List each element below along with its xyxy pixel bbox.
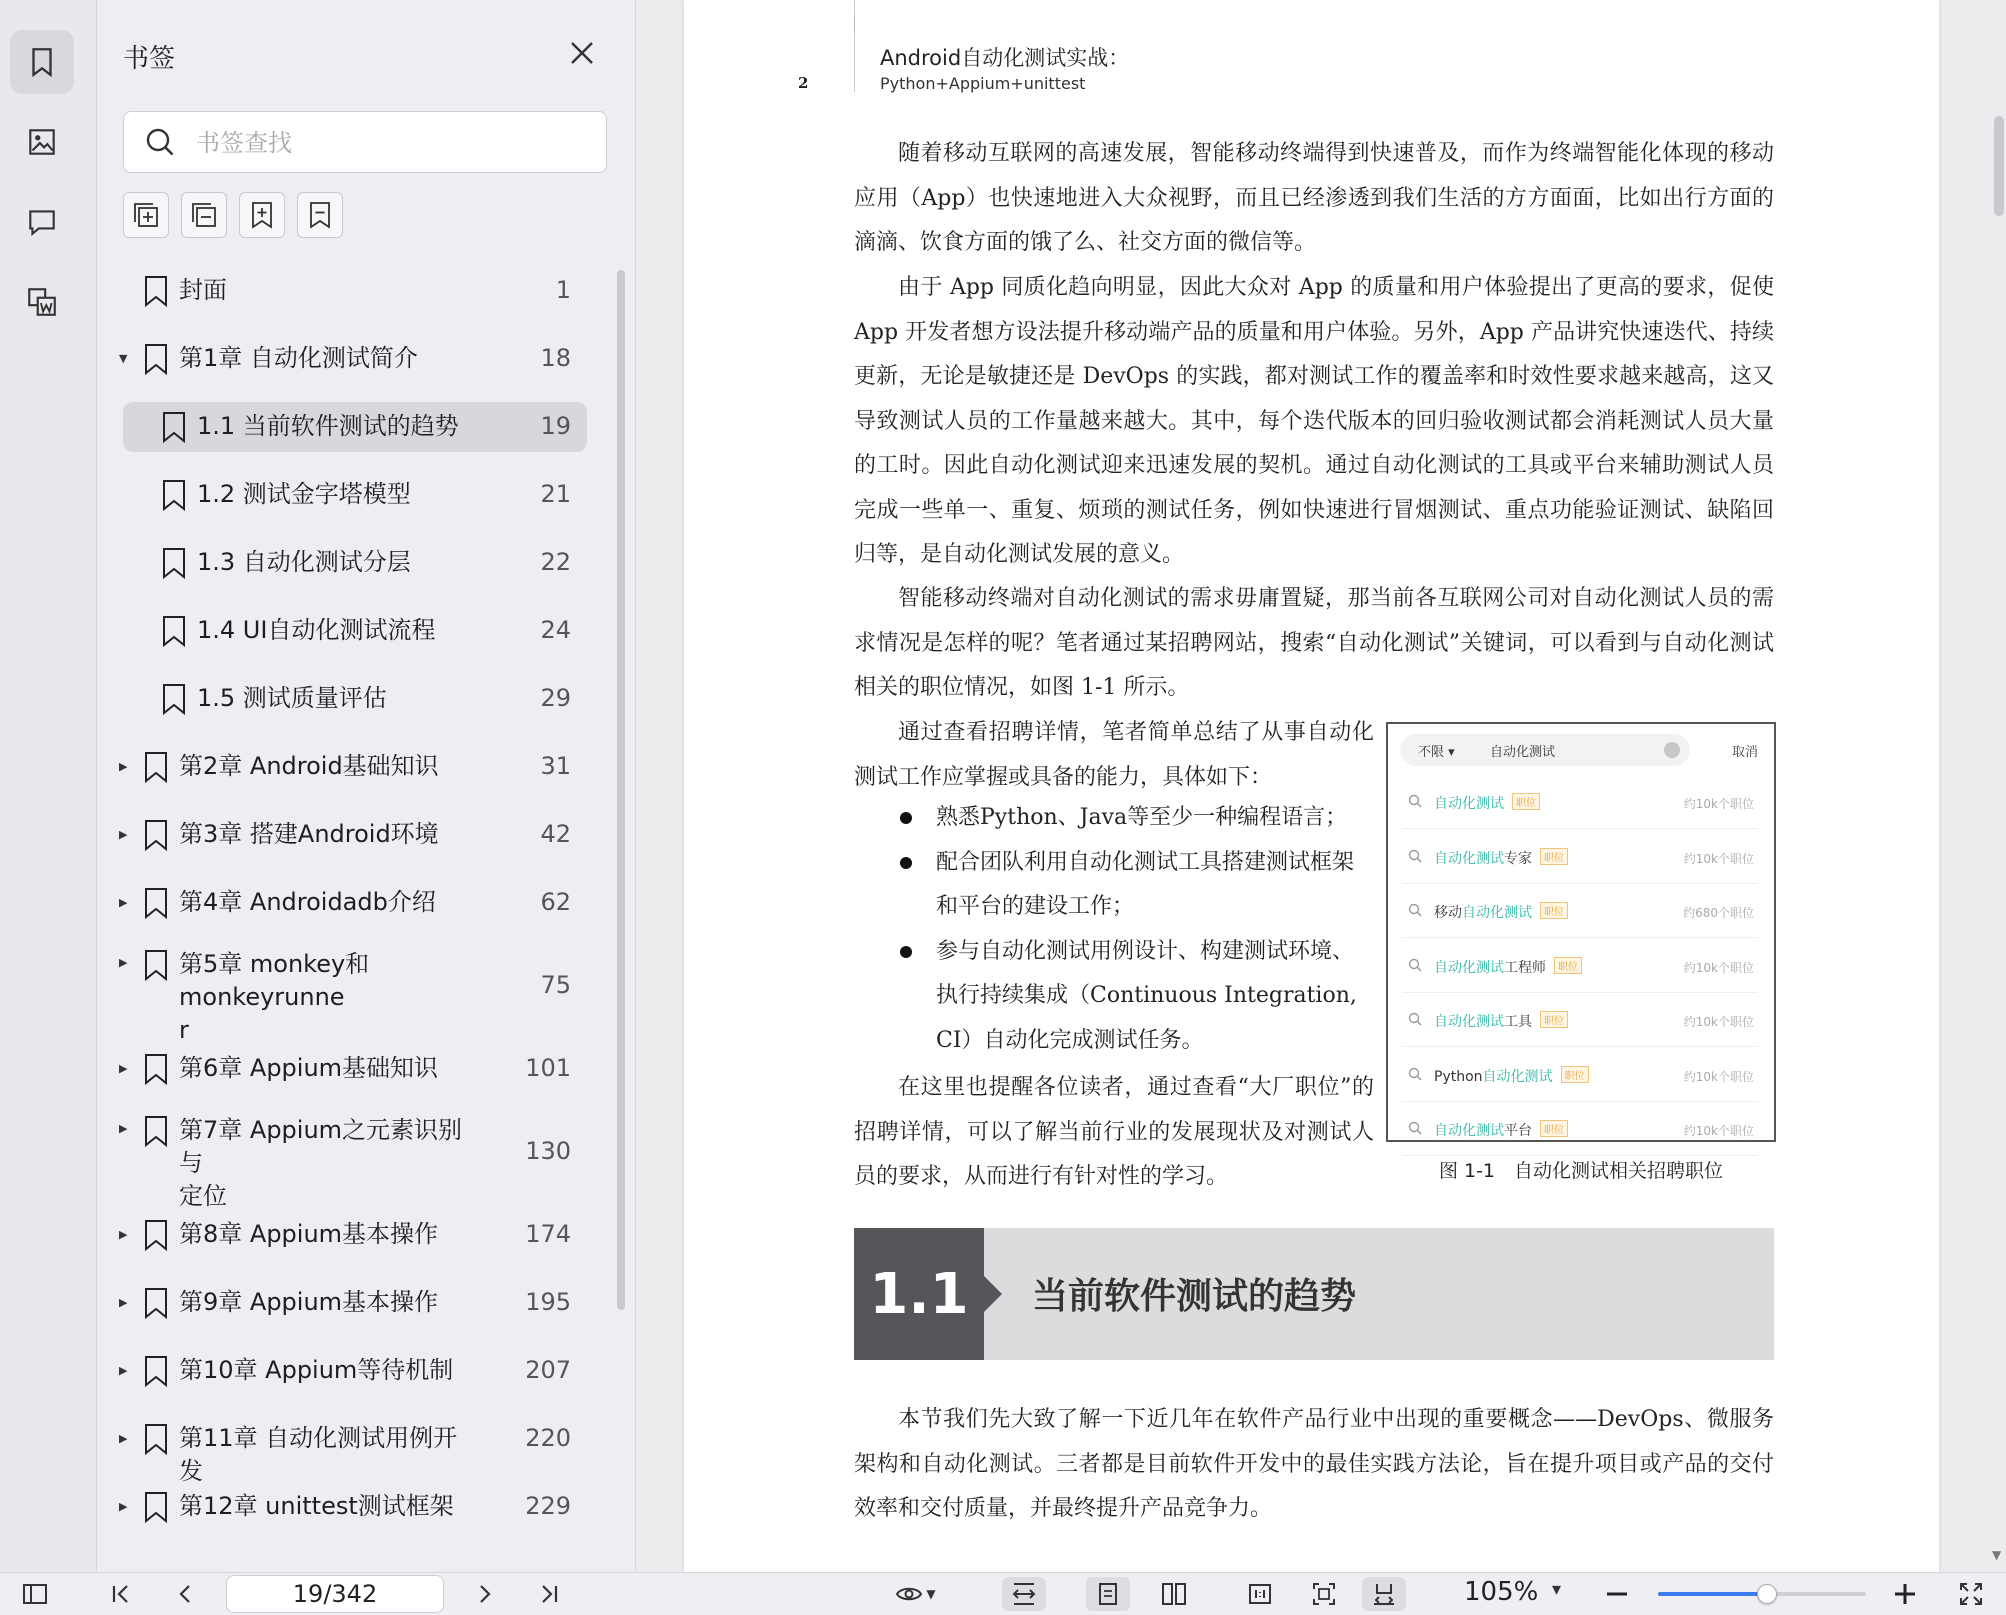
paragraph: 由于 App 同质化趋向明显，因此大众对 App 的质量和用户体验提出了更高的要求，促使 App 开发者想方设法提升移动端产品的质量和用户体验。另外，App 产品讲究快速迭代、持续更新，无论是敏捷还是 DevOps 的实践，都对测试工作的覆盖率和时效性要求越来越高，这又导致测试人员的工作量越来越大。其中，每个迭代版本的回归验收测试都会消耗测试人员大量的工时。因此自动化测试迎来迅速发展的契机。通过自动化测试的工具或平台来辅助测试人员完成一些单一、重复、烦琐的测试任务，例如快速进行冒烟测试、重点功能验证测试、缺陷回归等，是自动化测试发展的意义。 bbox=[854, 275, 1774, 567]
bookmark-icon bbox=[141, 886, 171, 920]
panel-title: 书签 bbox=[123, 44, 176, 74]
figure-result-row bbox=[1402, 994, 1758, 1047]
result-tag: 职位 bbox=[1561, 1066, 1589, 1083]
result-count: 约10k个职位 bbox=[1683, 797, 1754, 811]
zoom-in-button[interactable] bbox=[1888, 1577, 1922, 1611]
figure-search-bar bbox=[1400, 734, 1690, 766]
chevron-left-icon bbox=[171, 1580, 199, 1608]
bookmark-page-number: 31 bbox=[540, 751, 571, 780]
ability-list bbox=[854, 796, 1374, 1063]
result-highlight: 自动化测试 bbox=[1482, 1068, 1553, 1085]
result-suffix: 工具 bbox=[1504, 1014, 1532, 1030]
search-icon bbox=[144, 126, 176, 158]
bookmark-search[interactable] bbox=[123, 111, 607, 173]
bookmark-icon bbox=[159, 410, 189, 444]
bookmark-page-number: 29 bbox=[540, 683, 571, 712]
result-count: 约10k个职位 bbox=[1683, 851, 1754, 866]
bookmark-icon bbox=[159, 478, 189, 512]
bookmark-item[interactable] bbox=[123, 538, 587, 588]
bookmark-item[interactable] bbox=[119, 946, 587, 1044]
bookmark-item[interactable] bbox=[123, 674, 587, 724]
scroll-down-arrow-icon[interactable]: ▼ bbox=[1992, 1548, 2002, 1562]
figure-result-text bbox=[1434, 793, 1540, 813]
bookmark-label: 第1章 自动化测试简介 bbox=[179, 343, 418, 372]
bookmark-page-number: 62 bbox=[540, 887, 571, 916]
add-bookmark-button[interactable] bbox=[239, 192, 285, 238]
bookmark-item[interactable] bbox=[119, 1112, 587, 1210]
result-tag: 职位 bbox=[1540, 1011, 1568, 1028]
bookmark-label: 第9章 Appium基本操作 bbox=[179, 1287, 439, 1316]
bookmark-page-number: 1 bbox=[555, 275, 571, 304]
bookmark-item[interactable] bbox=[119, 1210, 587, 1260]
result-count: 约10k个职位 bbox=[1683, 1015, 1754, 1029]
bookmark-label: 第2章 Android基础知识 bbox=[179, 751, 439, 780]
collapsed-caret-icon[interactable]: ▶ bbox=[119, 1122, 128, 1135]
expanded-caret-icon[interactable]: ▼ bbox=[119, 351, 128, 365]
result-highlight: 自动化测试 bbox=[1434, 850, 1504, 867]
document-viewport bbox=[636, 0, 2006, 1572]
search-icon bbox=[1408, 958, 1422, 972]
figure-result-text bbox=[1434, 848, 1568, 868]
zoom-out-button[interactable] bbox=[1600, 1577, 1634, 1611]
bookmark-icon bbox=[141, 274, 171, 308]
result-tag: 职位 bbox=[1554, 957, 1582, 974]
bookmark-icon bbox=[141, 1286, 171, 1320]
fullscreen-icon bbox=[1957, 1580, 1985, 1608]
actual-size-button[interactable] bbox=[1238, 1577, 1282, 1611]
fit-width-icon bbox=[1010, 1580, 1038, 1608]
minus-icon bbox=[1603, 1580, 1631, 1608]
eye-icon bbox=[894, 1580, 924, 1608]
bookmark-item[interactable] bbox=[119, 1482, 587, 1532]
bookmark-label: 第8章 Appium基本操作 bbox=[179, 1219, 439, 1248]
document-page bbox=[684, 0, 1939, 1572]
page-number: 2 bbox=[798, 74, 809, 92]
first-page-button[interactable] bbox=[104, 1577, 138, 1611]
section-arrow bbox=[984, 1276, 1002, 1312]
search-icon bbox=[1408, 903, 1422, 917]
bookmark-search-input[interactable] bbox=[194, 122, 588, 164]
bookmark-page-number: 220 bbox=[525, 1423, 571, 1452]
header-tick bbox=[854, 14, 869, 34]
bookmark-label: 第7章 Appium之元素识别与 定位 bbox=[179, 1116, 463, 1210]
bookmark-item[interactable] bbox=[123, 470, 587, 520]
comment-icon bbox=[25, 205, 59, 239]
clear-icon bbox=[1664, 742, 1680, 758]
page-number-field[interactable]: 19/342 bbox=[226, 1575, 444, 1613]
bookmark-item[interactable] bbox=[123, 606, 587, 656]
previous-page-button[interactable] bbox=[168, 1577, 202, 1611]
zoom-level[interactable]: 105% bbox=[1464, 1577, 1539, 1607]
bookmark-page-number: 101 bbox=[525, 1053, 571, 1082]
remove-bookmark-icon bbox=[304, 199, 336, 231]
bookmark-label: 1.5 测试质量评估 bbox=[197, 683, 387, 712]
bookmark-icon bbox=[141, 342, 171, 376]
bookmark-page-number: 21 bbox=[540, 479, 571, 508]
figure-job-search bbox=[1386, 722, 1776, 1142]
fit-page-button[interactable] bbox=[1302, 1577, 1346, 1611]
convert-word-icon bbox=[25, 285, 59, 319]
bookmark-tab-button[interactable] bbox=[10, 30, 74, 94]
fullscreen-button[interactable] bbox=[1954, 1577, 1988, 1611]
result-highlight: 自动化测试 bbox=[1462, 905, 1532, 921]
bookmark-label: 第12章 unittest测试框架 bbox=[179, 1491, 454, 1520]
list-item: 配合团队利用自动化测试工具搭建测试框架和平台的建设工作； bbox=[854, 841, 1374, 930]
convert-tab-button[interactable] bbox=[10, 270, 74, 334]
bookmark-page-number: 19 bbox=[540, 411, 571, 440]
collapsed-caret-icon[interactable]: ▶ bbox=[119, 956, 128, 969]
bookmark-label: 1.4 UI自动化测试流程 bbox=[197, 615, 436, 644]
bookmark-label: 第11章 自动化测试用例开发 bbox=[179, 1423, 458, 1485]
bookmark-icon bbox=[159, 614, 189, 648]
result-count: 约10k个职位 bbox=[1683, 1069, 1754, 1084]
bookmark-item[interactable] bbox=[119, 1044, 587, 1094]
image-icon bbox=[25, 125, 59, 159]
bookmark-page-number: 18 bbox=[540, 343, 571, 372]
double-page-button[interactable] bbox=[1152, 1577, 1196, 1611]
result-tag: 职位 bbox=[1540, 1120, 1568, 1137]
zoom-slider-handle[interactable] bbox=[1757, 1584, 1777, 1604]
collapse-all-button[interactable] bbox=[181, 192, 227, 238]
search-icon bbox=[1408, 1012, 1422, 1026]
paragraph: 在这里也提醒各位读者，通过查看“大厂职位”的招聘详情，可以了解当前行业的发展现状及对测试人员的要求，从而进行有针对性的学习。 bbox=[854, 1075, 1374, 1189]
zoom-slider-fill bbox=[1658, 1592, 1766, 1596]
next-page-button[interactable] bbox=[468, 1577, 502, 1611]
bookmark-label: 1.1 当前软件测试的趋势 bbox=[197, 411, 459, 440]
bookmark-item[interactable] bbox=[119, 742, 587, 792]
single-page-button[interactable] bbox=[1086, 1577, 1130, 1611]
bookmark-icon bbox=[159, 682, 189, 716]
actual-size-icon bbox=[1246, 1580, 1274, 1608]
bookmark-toolbar bbox=[123, 192, 343, 238]
bookmark-label: 第10章 Appium等待机制 bbox=[179, 1355, 454, 1384]
paragraph: 通过查看招聘详情，笔者简单总结了从事自动化测试工作应掌握或具备的能力，具体如下： bbox=[854, 720, 1374, 790]
last-page-button[interactable] bbox=[532, 1577, 566, 1611]
bookmark-icon bbox=[141, 750, 171, 784]
figure-result-row bbox=[1402, 940, 1758, 993]
result-prefix: 移动 bbox=[1434, 905, 1462, 921]
figure-result-text bbox=[1434, 1066, 1589, 1086]
collapsed-caret-icon[interactable]: ▶ bbox=[119, 1431, 128, 1445]
figure-result-row bbox=[1402, 831, 1758, 884]
collapsed-caret-icon[interactable]: ▶ bbox=[119, 1227, 128, 1241]
section-heading bbox=[854, 1228, 1774, 1360]
figure-result-row bbox=[1402, 1103, 1758, 1156]
bookmark-page-number: 207 bbox=[525, 1355, 571, 1384]
zoom-dropdown-icon[interactable]: ▾ bbox=[1552, 1579, 1562, 1600]
sidebar-rail bbox=[0, 0, 97, 1572]
first-page-icon bbox=[107, 1580, 135, 1608]
section-title: 当前软件测试的趋势 bbox=[1032, 1276, 1357, 1317]
figure-result-row bbox=[1402, 885, 1758, 938]
bookmark-label: 1.3 自动化测试分层 bbox=[197, 547, 411, 576]
bookmark-icon bbox=[141, 1052, 171, 1086]
result-count: 约10k个职位 bbox=[1683, 1124, 1754, 1138]
collapsed-caret-icon[interactable]: ▶ bbox=[119, 759, 128, 773]
add-bookmark-icon bbox=[246, 199, 278, 231]
search-icon bbox=[1408, 1121, 1422, 1135]
figure-query: 自动化测试 bbox=[1490, 745, 1556, 760]
collapsed-caret-icon[interactable]: ▶ bbox=[119, 1061, 128, 1075]
collapsed-caret-icon[interactable]: ▶ bbox=[119, 1363, 128, 1377]
bookmark-label: 封面 bbox=[179, 275, 227, 304]
paragraph: 智能移动终端对自动化测试的需求毋庸置疑，那当前各互联网公司对自动化测试人员的需求情况是怎样的呢？笔者通过某招聘网站，搜索“自动化测试”关键词，可以看到与自动化测试相关的职位情况，如图 1-1 所示。 bbox=[854, 586, 1774, 700]
collapsed-caret-icon[interactable]: ▶ bbox=[119, 827, 128, 841]
running-header-subtitle: Python+Appium+unittest bbox=[880, 74, 1086, 93]
bookmark-icon bbox=[141, 1354, 171, 1388]
collapsed-caret-icon[interactable]: ▶ bbox=[119, 1295, 128, 1309]
figure-caption: 图 1-1 自动化测试相关招聘职位 bbox=[1438, 1160, 1724, 1182]
plus-icon bbox=[1891, 1580, 1919, 1608]
comment-tab-button[interactable] bbox=[10, 190, 74, 254]
bookmark-page-number: 24 bbox=[540, 615, 571, 644]
figure-filter: 不限 ▾ bbox=[1418, 745, 1455, 760]
paragraph: 随着移动互联网的高速发展，智能移动终端得到快速普及，而作为终端智能化体现的移动应用（App）也快速地进入大众视野，而且已经渗透到我们生活的方方面面，比如出行方面的滴滴、饮食方面的饿了么、社交方面的微信等。 bbox=[854, 141, 1774, 255]
bookmark-item[interactable] bbox=[119, 878, 587, 928]
result-suffix: 平台 bbox=[1504, 1123, 1532, 1139]
bookmark-item[interactable] bbox=[119, 1278, 587, 1328]
bookmark-label: 第5章 monkey和monkeyrunne r bbox=[179, 950, 370, 1044]
bookmark-item[interactable] bbox=[119, 334, 587, 384]
bottom-toolbar bbox=[0, 1572, 2006, 1615]
continuous-scroll-icon bbox=[1370, 1580, 1398, 1608]
expand-all-button[interactable] bbox=[123, 192, 169, 238]
figure-cancel: 取消 bbox=[1731, 745, 1758, 760]
result-suffix: 专家 bbox=[1504, 850, 1532, 867]
thumbnail-tab-button[interactable] bbox=[10, 110, 74, 174]
running-header-title: Android自动化测试实战： bbox=[880, 46, 1130, 70]
figure-result-text bbox=[1434, 1120, 1568, 1140]
bookmark-label: 1.2 测试金字塔模型 bbox=[197, 479, 411, 508]
last-page-icon bbox=[535, 1580, 563, 1608]
result-tag: 职位 bbox=[1512, 793, 1540, 810]
chevron-down-icon: ▼ bbox=[926, 1587, 936, 1601]
double-page-icon bbox=[1160, 1580, 1188, 1608]
single-page-icon bbox=[1094, 1580, 1122, 1608]
result-highlight: 自动化测试 bbox=[1434, 959, 1504, 976]
bookmark-item[interactable] bbox=[123, 266, 587, 316]
list-item: 参与自动化测试用例设计、构建测试环境、执行持续集成（Continuous Integration, CI）自动化完成测试任务。 bbox=[854, 930, 1374, 1064]
fit-page-icon bbox=[1310, 1580, 1338, 1608]
search-icon bbox=[1408, 794, 1422, 808]
bookmark-page-number: 174 bbox=[525, 1219, 571, 1248]
bookmark-page-number: 22 bbox=[540, 547, 571, 576]
chevron-right-icon bbox=[471, 1580, 499, 1608]
result-highlight: 自动化测试 bbox=[1434, 796, 1504, 812]
bookmark-page-number: 195 bbox=[525, 1287, 571, 1316]
continuous-scroll-button[interactable] bbox=[1362, 1577, 1406, 1611]
zoom-slider[interactable] bbox=[1658, 1592, 1866, 1596]
bookmark-item[interactable] bbox=[123, 402, 587, 452]
toggle-sidebar-button[interactable] bbox=[18, 1577, 52, 1611]
bookmark-item[interactable] bbox=[119, 1414, 587, 1485]
bookmark-icon bbox=[141, 948, 171, 982]
sidebar-toggle-icon bbox=[21, 1580, 49, 1608]
search-icon bbox=[1408, 1067, 1422, 1081]
bookmark-icon bbox=[25, 45, 59, 79]
collapsed-caret-icon[interactable]: ▶ bbox=[119, 895, 128, 909]
collapse-all-icon bbox=[188, 199, 220, 231]
bookmark-icon bbox=[141, 1114, 171, 1148]
figure-result-row bbox=[1402, 1049, 1758, 1102]
figure-result-text bbox=[1434, 1011, 1568, 1031]
paragraph: 本节我们先大致了解一下近几年在软件产品行业中出现的重要概念——DevOps、微服务架构和自动化测试。三者都是目前软件开发中的最佳实践方法论，旨在提升项目或产品的交付效率和交付质量，并最终提升产品竞争力。 bbox=[854, 1407, 1774, 1521]
bookmark-page-number: 130 bbox=[525, 1136, 571, 1165]
collapsed-caret-icon[interactable]: ▶ bbox=[119, 1499, 128, 1513]
result-highlight: 自动化测试 bbox=[1434, 1123, 1504, 1139]
result-highlight: 自动化测试 bbox=[1434, 1014, 1504, 1030]
bookmark-icon bbox=[141, 1490, 171, 1524]
bookmark-page-number: 229 bbox=[525, 1491, 571, 1520]
panel-scrollbar[interactable] bbox=[617, 270, 625, 1310]
fit-width-button[interactable] bbox=[1002, 1577, 1046, 1611]
result-tag: 职位 bbox=[1540, 848, 1568, 865]
bookmark-icon bbox=[159, 546, 189, 580]
document-scrollbar[interactable] bbox=[1994, 116, 2004, 216]
bookmark-icon bbox=[141, 818, 171, 852]
view-mode-button[interactable] bbox=[890, 1577, 940, 1611]
bookmark-panel bbox=[97, 0, 636, 1572]
figure-result-text bbox=[1434, 902, 1568, 922]
search-icon bbox=[1408, 849, 1422, 863]
close-icon[interactable] bbox=[567, 38, 597, 68]
bookmark-label: 第4章 Androidadb介绍 bbox=[179, 887, 436, 916]
bookmark-item[interactable] bbox=[119, 1346, 587, 1396]
figure-result-text bbox=[1434, 957, 1582, 977]
bookmark-icon bbox=[141, 1218, 171, 1252]
result-prefix: Python bbox=[1434, 1068, 1483, 1085]
bookmark-label: 第6章 Appium基础知识 bbox=[179, 1053, 439, 1082]
bookmark-label: 第3章 搭建Android环境 bbox=[179, 819, 439, 848]
result-count: 约10k个职位 bbox=[1683, 960, 1754, 975]
list-item: 熟悉Python、Java等至少一种编程语言； bbox=[854, 796, 1374, 841]
expand-all-icon bbox=[130, 199, 162, 231]
remove-bookmark-button[interactable] bbox=[297, 192, 343, 238]
figure-result-row bbox=[1402, 776, 1758, 829]
result-tag: 职位 bbox=[1540, 902, 1568, 919]
result-suffix: 工程师 bbox=[1504, 959, 1546, 976]
bookmark-item[interactable] bbox=[119, 810, 587, 860]
result-count: 约680个职位 bbox=[1683, 906, 1754, 920]
bookmark-page-number: 75 bbox=[540, 970, 571, 999]
bookmark-page-number: 42 bbox=[540, 819, 571, 848]
section-number: 1.1 bbox=[854, 1228, 984, 1360]
bookmark-icon bbox=[141, 1422, 171, 1456]
